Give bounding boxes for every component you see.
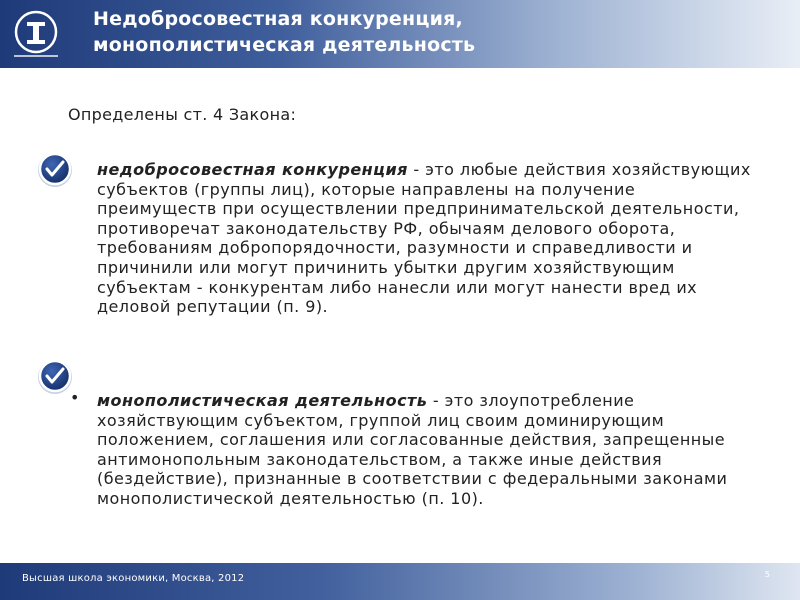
intro-text: Определены ст. 4 Закона: bbox=[68, 105, 297, 124]
definition-item bbox=[97, 391, 757, 509]
title-line-1: Недобросовестная конкуренция, bbox=[93, 8, 463, 30]
definition-item bbox=[97, 160, 757, 317]
slide-footer bbox=[0, 563, 800, 600]
definition-text: - это злоупотребление хозяйствующим субъектом, группой лиц своим доминирующим положением, соглашения или согласованные действия, запрещенные антимонопольным законодательством, а также иные действия (бездействие), признанные в соответствии с федеральными законами монополистической деятельностью (п. 10). bbox=[97, 391, 728, 508]
university-logo-icon bbox=[8, 6, 64, 62]
checkmark-icon bbox=[36, 357, 74, 395]
definition-term: монополистическая деятельность bbox=[97, 391, 428, 410]
checkmark-icon bbox=[36, 150, 74, 188]
slide-header bbox=[0, 0, 800, 68]
title-line-2: монополистическая деятельность bbox=[93, 34, 476, 56]
slide-title bbox=[93, 6, 475, 58]
footer-caption: Высшая школа экономики, Москва, 2012 bbox=[22, 573, 245, 584]
definition-text: - это любые действия хозяйствующих субъектов (группы лиц), которые направлены на получение преимуществ при осуществлении предпринимательской деятельности, противоречат законодательству РФ, обычаям делового оборота, требованиям добропорядочности, разумности и справедливости и причинили или могут причинить убытки другим хозяйствующим субъектам - конкурентам либо нанесли или могут нанести вред их деловой репутации (п. 9). bbox=[97, 160, 751, 317]
bullet-marker: • bbox=[70, 388, 80, 407]
definition-term: недобросовестная конкуренция bbox=[97, 160, 408, 179]
page-number: 5 bbox=[764, 570, 770, 579]
